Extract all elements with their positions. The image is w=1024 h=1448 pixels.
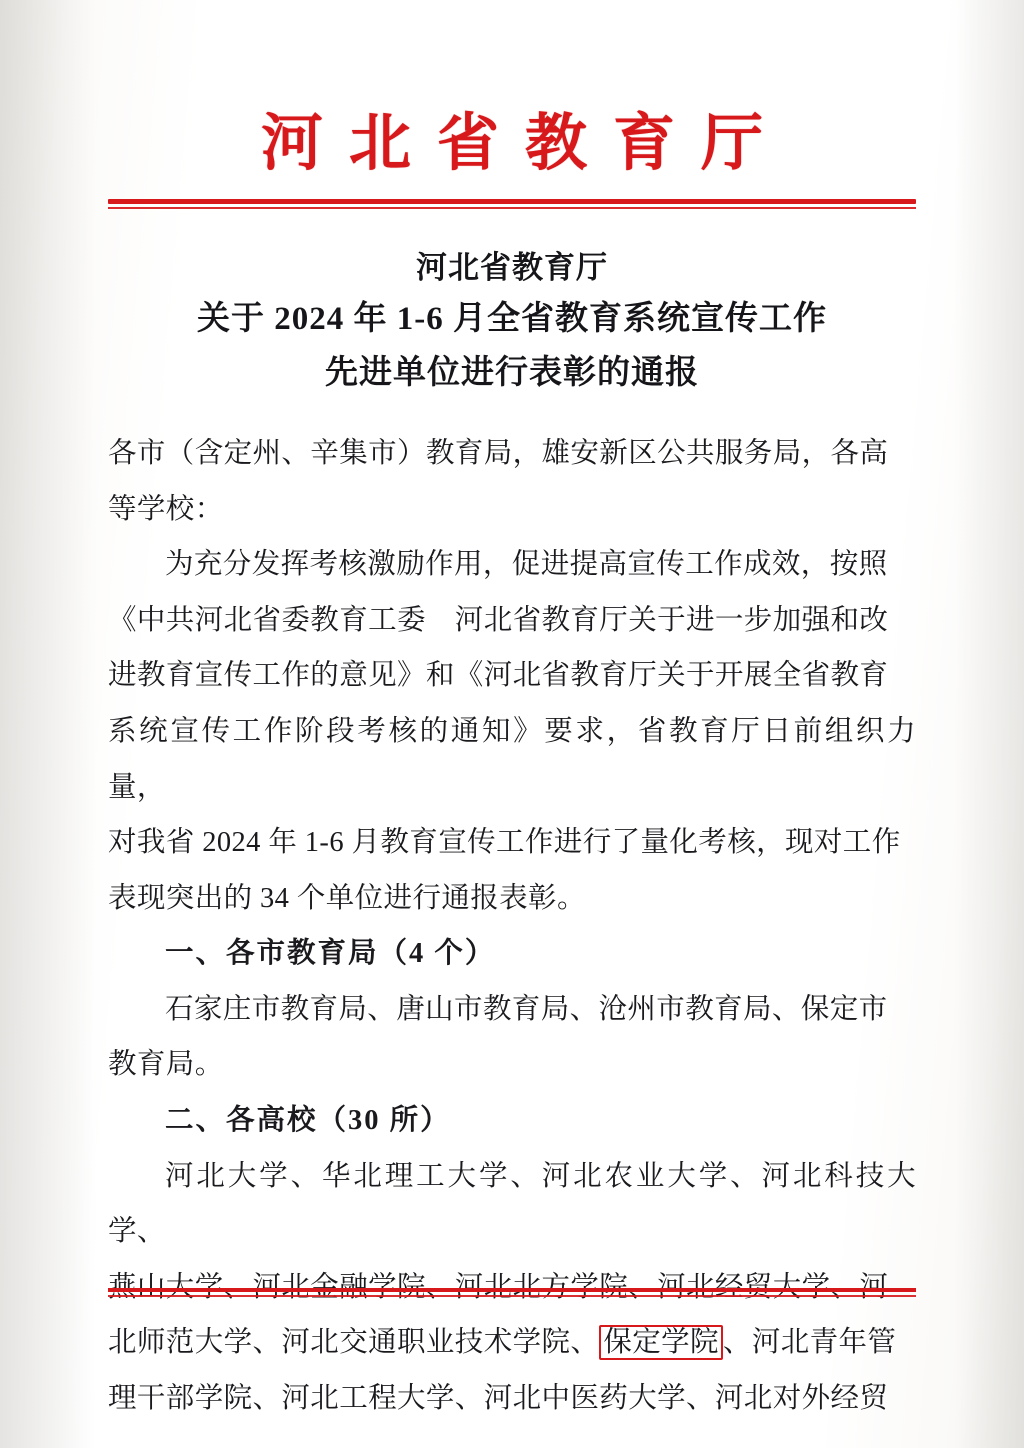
title-line-3: 先进单位进行表彰的通报 bbox=[325, 354, 699, 391]
document-title bbox=[108, 243, 916, 400]
section-1-heading: 一、各市教育局（4 个） bbox=[165, 938, 496, 970]
masthead-divider-thin bbox=[108, 207, 916, 209]
section-1-line-2: 教育局。 bbox=[108, 1049, 224, 1081]
footer-divider-thin bbox=[108, 1295, 916, 1297]
masthead-organization-title: 河北省教育厅 bbox=[260, 110, 789, 178]
highlighted-institution: 保定学院 bbox=[599, 1325, 723, 1360]
section-1-line-1: 石家庄市教育局、唐山市教育局、沧州市教育局、保定市 bbox=[165, 993, 888, 1025]
masthead-divider-thick bbox=[108, 199, 916, 204]
paragraph-1-line-2: 《中共河北省委教育工委 河北省教育厅关于进一步加强和改 bbox=[108, 604, 889, 636]
document-content-area bbox=[108, 0, 916, 1448]
section-2-line-4: 理干部学院、河北工程大学、河北中医药大学、河北对外经贸 bbox=[108, 1382, 889, 1414]
paragraph-1-line-6: 表现突出的 34 个单位进行通报表彰。 bbox=[108, 882, 586, 914]
section-2-heading: 二、各高校（30 所） bbox=[165, 1104, 451, 1136]
section-2-line-1: 河北大学、华北理工大学、河北农业大学、河北科技大学、 bbox=[108, 1160, 916, 1248]
salutation-line-1: 各市（含定州、辛集市）教育局，雄安新区公共服务局，各高 bbox=[108, 438, 889, 470]
document-body bbox=[108, 426, 916, 1426]
paragraph-1-line-3: 进教育宣传工作的意见》和《河北省教育厅关于开展全省教育 bbox=[108, 660, 889, 692]
title-line-2: 关于 2024 年 1-6 月全省教育系统宣传工作 bbox=[197, 301, 827, 338]
paragraph-1-line-4: 系统宣传工作阶段考核的通知》要求，省教育厅日前组织力量， bbox=[108, 716, 916, 803]
title-line-1: 河北省教育厅 bbox=[416, 250, 608, 286]
section-2-line-3 bbox=[108, 1315, 916, 1371]
section-2-line-3-suffix: 、河北青年管 bbox=[722, 1327, 897, 1359]
section-2-line-3-prefix: 北师范大学、河北交通职业技术学院、 bbox=[108, 1327, 600, 1359]
salutation-line-2: 等学校： bbox=[108, 493, 224, 525]
paragraph-1-line-5: 对我省 2024 年 1-6 月教育宣传工作进行了量化考核，现对工作 bbox=[108, 827, 901, 859]
paragraph-1-line-1: 为充分发挥考核激励作用，促进提高宣传工作成效，按照 bbox=[165, 549, 888, 581]
footer-divider-thick bbox=[108, 1288, 916, 1292]
